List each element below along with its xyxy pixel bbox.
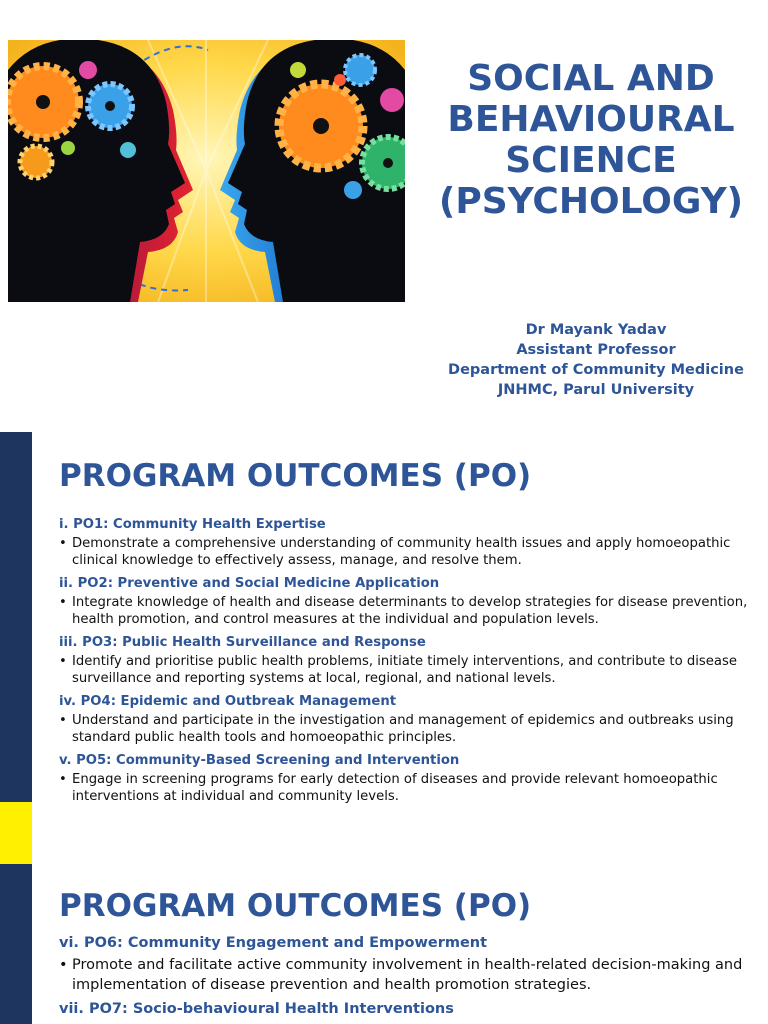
- psychology-heads-illustration: [8, 40, 405, 302]
- outcome-description: • Engage in screening programs for early detection of diseases and provide relevant homoeopathic interventions at individual and community levels.: [59, 771, 749, 805]
- title-line: SCIENCE: [505, 140, 677, 181]
- outcome-description: • Identify and prioritise public health problems, initiate timely interventions, and contribute to disease surveillance and reporting systems at local, regional, and national levels.: [59, 653, 749, 687]
- program-outcomes-slide: [0, 432, 768, 864]
- outcomes-list: [59, 516, 749, 811]
- author-designation: Assistant Professor: [516, 342, 676, 358]
- author-name: Dr Mayank Yadav: [525, 322, 667, 338]
- title-line: BEHAVIOURAL: [447, 99, 735, 140]
- outcome-title: iv. PO4: Epidemic and Outbreak Management: [59, 694, 397, 709]
- outcome-title: vii. PO7: Socio-behavioural Health Interventions: [59, 1001, 454, 1017]
- slide-heading: PROGRAM OUTCOMES (PO): [59, 888, 532, 924]
- outcome-title: ii. PO2: Preventive and Social Medicine Application: [59, 576, 440, 591]
- sidebar-bar: [0, 432, 32, 864]
- program-outcomes-slide-continued: [0, 864, 768, 1024]
- title-line: (PSYCHOLOGY): [438, 181, 744, 222]
- author-department: Department of Community Medicine: [448, 362, 744, 378]
- outcome-description: • Understand and participate in the investigation and management of epidemics and outbreaks using standard public health tools and homoeopathic principles.: [59, 712, 749, 746]
- title-slide: [0, 0, 768, 432]
- title-line: SOCIAL AND: [467, 58, 715, 99]
- outcome-title: vi. PO6: Community Engagement and Empowerment: [59, 935, 488, 951]
- outcomes-list: [59, 934, 749, 1021]
- outcome-description: • Demonstrate a comprehensive understanding of community health issues and apply homoeopathic clinical knowledge to effectively assess, manage, and resolve them.: [59, 535, 749, 569]
- outcome-title: i. PO1: Community Health Expertise: [59, 517, 326, 532]
- outcome-title: v. PO5: Community-Based Screening and Intervention: [59, 753, 460, 768]
- outcome-title: iii. PO3: Public Health Surveillance and Response: [59, 635, 426, 650]
- accent-block: [0, 802, 32, 865]
- slide-heading: PROGRAM OUTCOMES (PO): [59, 458, 532, 494]
- outcome-description: • Integrate knowledge of health and disease determinants to develop strategies for disease prevention, health promotion, and control measures at the individual and population levels.: [59, 594, 749, 628]
- author-block: [425, 320, 767, 400]
- presentation-title: [425, 58, 757, 222]
- author-institution: JNHMC, Parul University: [497, 382, 695, 398]
- outcome-description: • Promote and facilitate active community involvement in health-related decision-making and implementation of disease prevention and health promotion strategies.: [59, 955, 749, 995]
- sidebar-bar: [0, 864, 32, 1024]
